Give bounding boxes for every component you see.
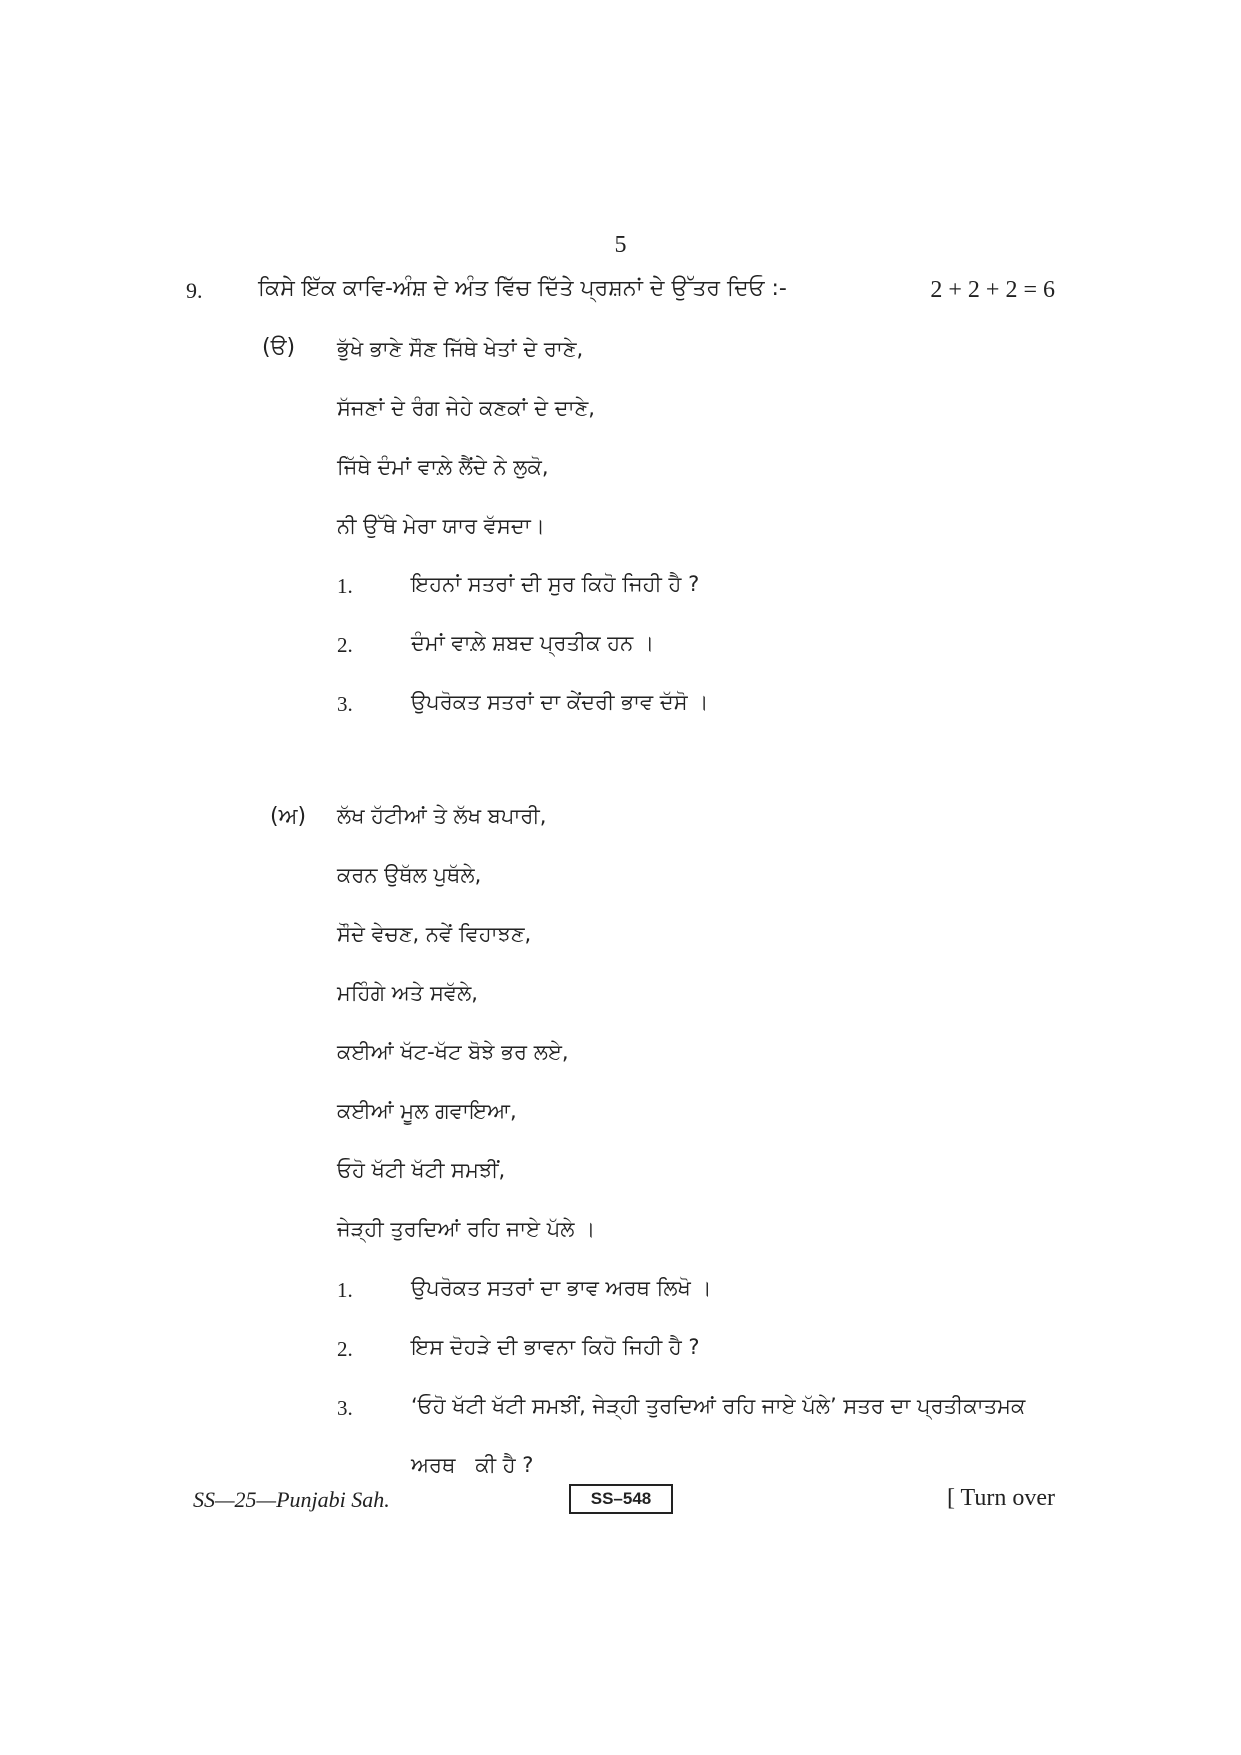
poem-b-line: ਕਰਨ ਉਥੱਲ ਪੁਥੱਲੇ, [337, 863, 482, 887]
question-number: 9. [186, 278, 203, 303]
section-a-label: (ੳ) [262, 335, 296, 360]
page-number: 5 [614, 232, 627, 258]
section-b-question-number: 3. [337, 1396, 353, 1420]
question-instruction: ਕਿਸੇ ਇੱਕ ਕਾਵਿ-ਅੰਸ਼ ਦੇ ਅੰਤ ਵਿੱਚ ਦਿੱਤੇ ਪ੍ਰਸ਼ਨਾਂ ਦੇ ਉੱਤਰ ਦਿਓ :- [258, 276, 787, 301]
footer-paper-id: SS—25—Punjabi Sah. [193, 1487, 390, 1512]
section-b-question-text-continuation: ਅਰਥ ਕੀ ਹੈ ? [411, 1453, 534, 1477]
section-b-question-text: ਉਪਰੋਕਤ ਸਤਰਾਂ ਦਾ ਭਾਵ ਅਰਥ ਲਿਖੋ । [411, 1276, 712, 1300]
poem-b-line: ਲੱਖ ਹੱਟੀਆਂ ਤੇ ਲੱਖ ਬਪਾਰੀ, [337, 804, 547, 828]
section-b-question-text: ‘ਓਹੋ ਖੱਟੀ ਖੱਟੀ ਸਮਝੀਂ, ਜੇੜ੍ਹੀ ਤੁਰਦਿਆਂ ਰਹਿ ਜਾਏ ਪੱਲੇ’ ਸਤਰ ਦਾ ਪ੍ਰਤੀਕਾਤਮਕ [411, 1394, 1026, 1418]
section-a-question-text: ਉਪਰੋਕਤ ਸਤਰਾਂ ਦਾ ਕੇਂਦਰੀ ਭਾਵ ਦੱਸੋ । [411, 690, 709, 714]
poem-a-line: ਜਿੱਥੇ ਦੰਮਾਂ ਵਾਲ਼ੇ ਲੈਂਦੇ ਨੇ ਲੁਕੋ, [337, 455, 549, 479]
poem-a-line: ਭੁੱਖੇ ਭਾਣੇ ਸੌਣ ਜਿੱਥੇ ਖੇਤਾਂ ਦੇ ਰਾਣੇ, [337, 337, 584, 361]
poem-b-line: ਕਈਆਂ ਖੱਟ-ਖੱਟ ਬੋਝੇ ਭਰ ਲਏ, [337, 1040, 569, 1064]
poem-b-line: ਓਹੋ ਖੱਟੀ ਖੱਟੀ ਸਮਝੀਂ, [337, 1158, 506, 1182]
poem-b-line: ਜੇੜ੍ਹੀ ਤੁਰਦਿਆਂ ਰਹਿ ਜਾਏ ਪੱਲੇ । [337, 1217, 596, 1241]
section-b-question-text: ਇਸ ਦੋਹੜੇ ਦੀ ਭਾਵਨਾ ਕਿਹੋ ਜਿਹੀ ਹੈ ? [411, 1335, 700, 1359]
footer-turn-over: [ Turn over [946, 1485, 1055, 1511]
section-a-question-number: 3. [337, 692, 353, 716]
section-b-question-number: 1. [337, 1278, 353, 1302]
poem-a-line: ਸੱਜਣਾਂ ਦੇ ਰੰਗ ਜੇਹੇ ਕਣਕਾਂ ਦੇ ਦਾਣੇ, [337, 396, 595, 420]
section-a-question-number: 2. [337, 633, 353, 657]
poem-b-line: ਸੌਦੇ ਵੇਚਣ, ਨਵੇਂ ਵਿਹਾਝਣ, [337, 922, 532, 946]
question-marks: 2 + 2 + 2 = 6 [930, 277, 1055, 303]
section-a-question-text: ਦੰਮਾਂ ਵਾਲ਼ੇ ਸ਼ਬਦ ਪ੍ਰਤੀਕ ਹਨ । [411, 631, 655, 655]
poem-b-line: ਕਈਆਂ ਮੂਲ ਗਵਾਇਆ, [337, 1099, 517, 1123]
section-a-question-text: ਇਹਨਾਂ ਸਤਰਾਂ ਦੀ ਸੁਰ ਕਿਹੋ ਜਿਹੀ ਹੈ ? [411, 572, 700, 596]
poem-b-line: ਮਹਿੰਗੇ ਅਤੇ ਸਵੱਲੇ, [337, 981, 478, 1005]
footer-paper-code: SS–548 [569, 1484, 673, 1514]
section-b-question-number: 2. [337, 1337, 353, 1361]
section-a-question-number: 1. [337, 574, 353, 598]
section-b-label: (ਅ) [270, 804, 307, 829]
poem-a-line: ਨੀ ਉੱਥੇ ਮੇਰਾ ਯਾਰ ਵੱਸਦਾ। [337, 514, 545, 538]
